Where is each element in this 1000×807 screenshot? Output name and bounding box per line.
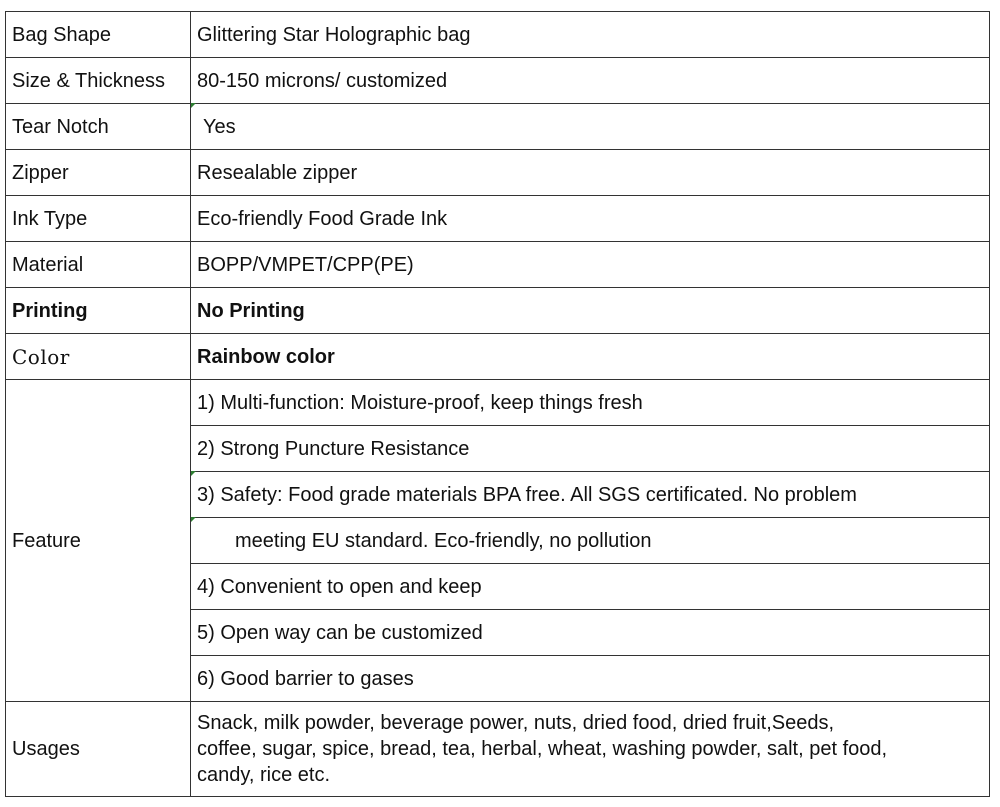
feature-item: 3) Safety: Food grade materials BPA free. All SGS certificated. No problem xyxy=(191,472,990,518)
cell-corner-mark xyxy=(191,471,196,476)
usage-line: coffee, sugar, spice, bread, tea, herbal, wheat, washing powder, salt, pet food, xyxy=(197,738,888,760)
table-row xyxy=(6,242,990,288)
table-row xyxy=(6,58,990,104)
table-row xyxy=(6,104,990,150)
feature-item: 6) Good barrier to gases xyxy=(191,656,990,702)
row-label-zipper: Zipper xyxy=(6,150,191,196)
row-label-bag-shape: Bag Shape xyxy=(6,12,191,58)
row-value-printing: No Printing xyxy=(191,288,990,334)
table-row xyxy=(6,150,990,196)
row-label-color: Color xyxy=(6,334,191,380)
row-label-printing: Printing xyxy=(6,288,191,334)
table-row xyxy=(6,702,990,797)
cell-corner-mark xyxy=(191,103,196,108)
row-value-tear-notch: Yes xyxy=(191,104,990,150)
row-value-color: Rainbow color xyxy=(191,334,990,380)
row-value-size-thickness: 80-150 microns/ customized xyxy=(191,58,990,104)
table-row xyxy=(6,12,990,58)
table-row xyxy=(6,196,990,242)
row-value-zipper: Resealable zipper xyxy=(191,150,990,196)
feature-item: 4) Convenient to open and keep xyxy=(191,564,990,610)
row-label-usages: Usages xyxy=(6,702,191,797)
spec-table xyxy=(5,11,990,797)
feature-item: 1) Multi-function: Moisture-proof, keep things fresh xyxy=(191,380,990,426)
table-row xyxy=(6,334,990,380)
usage-line: Snack, milk powder, beverage power, nuts, dried food, dried fruit,Seeds, xyxy=(197,712,835,734)
row-value-bag-shape: Glittering Star Holographic bag xyxy=(191,12,990,58)
feature-item: 5) Open way can be customized xyxy=(191,610,990,656)
row-value-ink-type: Eco-friendly Food Grade Ink xyxy=(191,196,990,242)
row-label-material: Material xyxy=(6,242,191,288)
feature-item: meeting EU standard. Eco-friendly, no pollution xyxy=(191,518,990,564)
table-row xyxy=(6,288,990,334)
usage-line: candy, rice etc. xyxy=(197,764,331,786)
row-label-feature: Feature xyxy=(6,380,191,702)
row-value-usages xyxy=(191,702,990,797)
row-label-ink-type: Ink Type xyxy=(6,196,191,242)
table-row xyxy=(6,380,990,426)
row-label-size-thickness: Size & Thickness xyxy=(6,58,191,104)
cell-corner-mark xyxy=(191,517,196,522)
feature-item: 2) Strong Puncture Resistance xyxy=(191,426,990,472)
row-label-tear-notch: Tear Notch xyxy=(6,104,191,150)
row-value-material: BOPP/VMPET/CPP(PE) xyxy=(191,242,990,288)
